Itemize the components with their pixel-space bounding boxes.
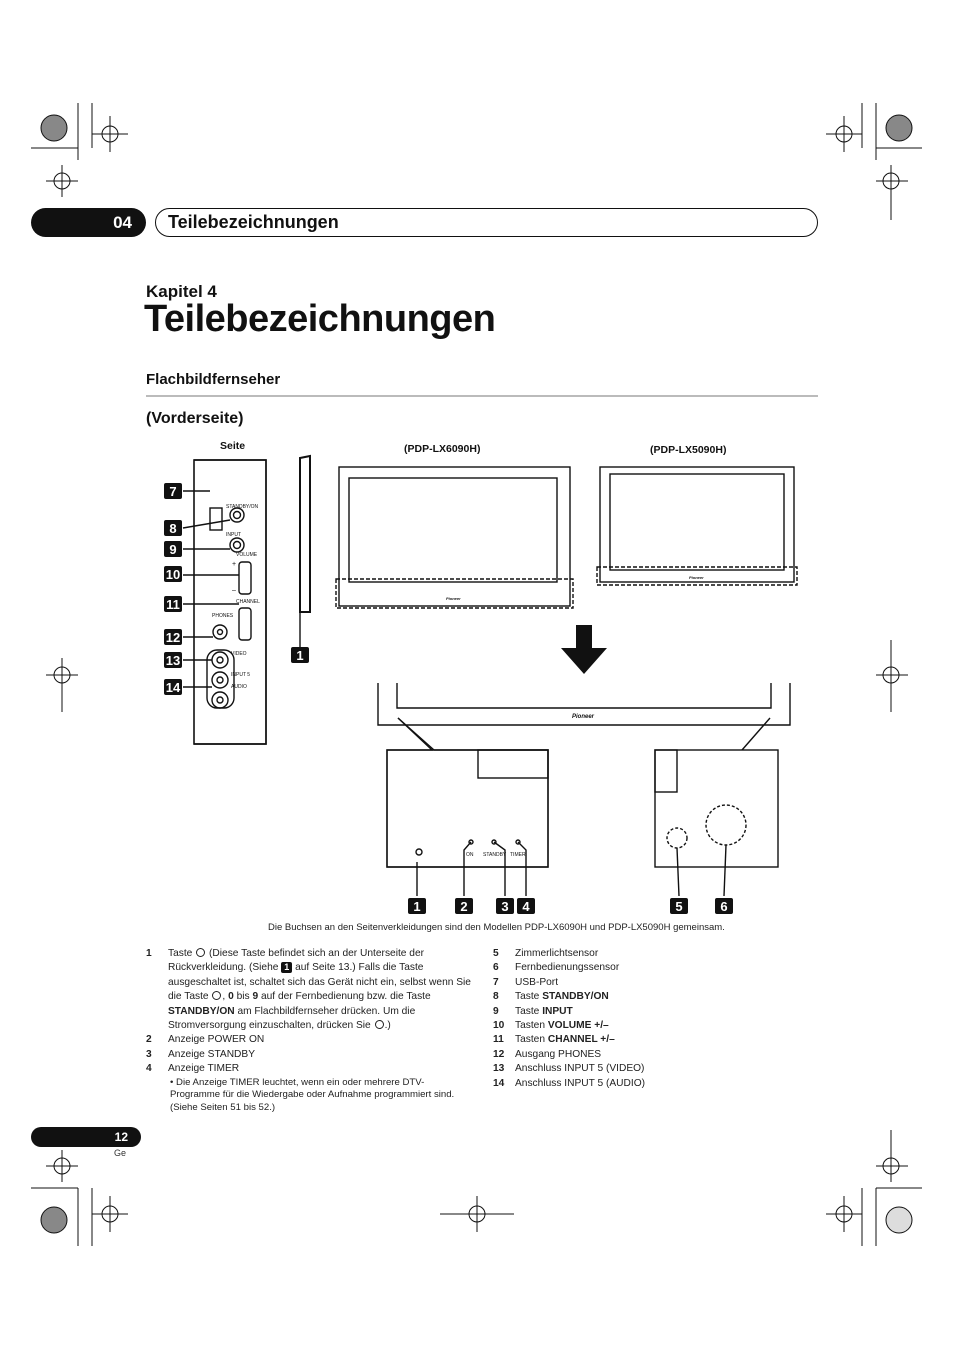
list-item: 11 Tasten CHANNEL +/–: [493, 1034, 615, 1046]
callout-b5: 5: [675, 899, 683, 914]
callout-b2: 2: [460, 899, 468, 914]
side-label-channel: CHANNEL: [236, 599, 260, 605]
side-label-minus: –: [232, 587, 236, 594]
list-item: 2 Anzeige POWER ON: [146, 1034, 265, 1046]
list-item: 14 Anschluss INPUT 5 (AUDIO): [493, 1077, 646, 1089]
brand-logo-large: Pioneer: [572, 714, 595, 720]
side-label-video: VIDEO: [231, 651, 247, 657]
side-label-input: INPUT: [226, 532, 241, 538]
indicator-timer: TIMER: [510, 852, 526, 858]
side-label-audio: AUDIO: [231, 684, 247, 690]
callout-10: 10: [165, 567, 181, 582]
list-item: 10 Tasten VOLUME +/–: [493, 1020, 609, 1032]
kapitel-label: Kapitel 4: [146, 282, 217, 301]
power-icon: [375, 1020, 384, 1029]
callout-13: 13: [165, 653, 181, 668]
chapter-number: 04: [31, 208, 146, 237]
side-label-phones: PHONES: [212, 613, 234, 619]
parts-list-left: [146, 947, 476, 1114]
list-item: 3 Anzeige STANDBY: [146, 1048, 256, 1060]
side-label-input5: INPUT 5: [231, 672, 251, 678]
side-label-plus: +: [232, 561, 237, 568]
list-item: 7 USB-Port: [493, 976, 559, 988]
list-item: 9 Taste INPUT: [493, 1005, 573, 1017]
list-item: 1 Taste (Diese Taste befindet sich an der Unterseite der Rückverkleidung. (Siehe 1 auf Seite 13.) Falls die Taste ausgeschaltet ist, schaltet sich das Gerät nicht ein, selbst wenn Sie die Taste , 0 bis 9 auf der Fernbedienung bzw. die Taste STANDBY/ON am Flachbildfernseher drücken. Um die Stromversorgung einzuschalten, drücken Sie .): [146, 948, 471, 1032]
list-item: 4 Anzeige TIMER: [146, 1063, 240, 1075]
side-label-volume: VOLUME: [236, 552, 258, 558]
callout-8: 8: [169, 521, 177, 536]
side-label-standby: STANDBY/ON: [226, 504, 259, 510]
label-model-b: (PDP-LX5090H): [650, 444, 727, 456]
list-item: 5 Zimmerlichtsensor: [493, 948, 599, 959]
list-item: 13 Anschluss INPUT 5 (VIDEO): [493, 1063, 645, 1075]
brand-logo-a: Pioneer: [446, 596, 461, 601]
callout-14: 14: [165, 680, 181, 695]
page-number: 12: [31, 1127, 141, 1147]
callout-b6: 6: [720, 899, 728, 914]
indicator-on: ON: [466, 852, 474, 858]
callout-12: 12: [165, 630, 181, 645]
list-note: • Die Anzeige TIMER leuchtet, wenn ein oder mehrere DTV-Programme für die Wiedergabe oder Aufnahme programmiert sind. (Siehe Seiten 51 bis 52.): [170, 1076, 455, 1113]
subsection-heading: (Vorderseite): [146, 410, 244, 427]
parts-list-right: [493, 947, 793, 1091]
brand-logo-b: Pioneer: [689, 575, 704, 580]
label-model-a: (PDP-LX6090H): [404, 443, 481, 455]
power-icon: [212, 991, 221, 1000]
callout-b3: 3: [501, 899, 509, 914]
callout-b1: 1: [413, 899, 421, 914]
label-side: Seite: [220, 440, 246, 452]
callout-1-side: 1: [296, 648, 304, 663]
power-icon: [196, 948, 205, 957]
callout-11: 11: [166, 597, 180, 612]
page-title: Teilebezeichnungen: [144, 298, 496, 340]
chapter-title: Teilebezeichnungen: [155, 208, 818, 237]
callout-7: 7: [169, 484, 177, 499]
list-item: 6 Fernbedienungssensor: [493, 962, 620, 974]
language-code: Ge: [114, 1148, 127, 1158]
list-item: 12 Ausgang PHONES: [493, 1048, 602, 1060]
callout-b4: 4: [522, 899, 530, 914]
ref-box: 1: [281, 962, 292, 973]
figure-caption: Die Buchsen an den Seitenverkleidungen sind den Modellen PDP-LX6090H und PDP-LX5090H gemeinsam.: [268, 922, 725, 933]
callout-9: 9: [169, 542, 177, 557]
section-heading: Flachbildfernseher: [146, 371, 281, 388]
list-item: 8 Taste STANDBY/ON: [493, 991, 609, 1003]
indicator-standby: STANDBY: [483, 852, 507, 858]
